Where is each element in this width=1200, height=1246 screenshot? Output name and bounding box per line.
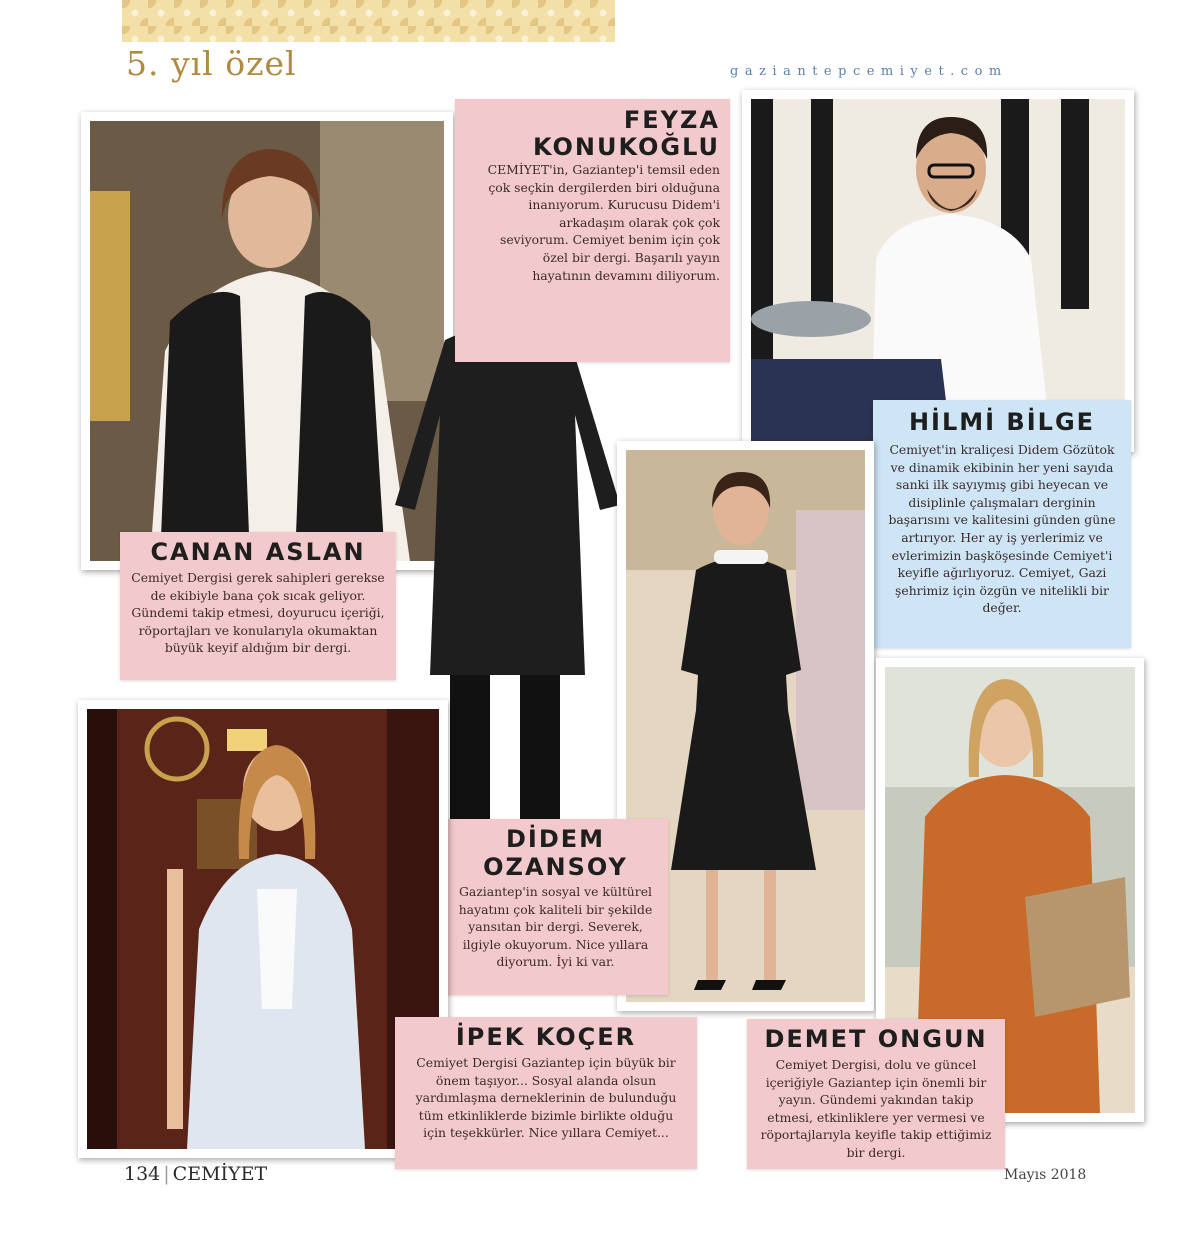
- quote-feyza-konukoglu: CEMİYET'in, Gaziantep'i temsil eden çok seçkin dergilerden biri olduğuna inanıyorum. Kurucusu Didem'i arkadaşım olarak çok çok seviyorum. Cemiyet benim için çok özel bir dergi. Başarılı yayın hayatının devamını diliyorum.: [487, 162, 720, 283]
- section-label: 5. yıl özel: [126, 44, 297, 83]
- name-didem-ozansoy: DİDEM OZANSOY: [483, 825, 628, 881]
- name-canan-aslan: CANAN ASLAN: [150, 538, 366, 566]
- footer-separator: |: [163, 1163, 170, 1185]
- magazine-name: CEMİYET: [172, 1163, 268, 1185]
- card-canan-aslan: [120, 532, 396, 680]
- quote-hilmi-bilge: Cemiyet'in kraliçesi Didem Gözütok ve dinamik ekibinin her yeni sayıda sanki ilk sayıymış gibi heyecan ve disiplinle çalışmaları derginin başarısını ve kalitesini günden güne artırıyor. Her ay iş yerlerimiz ve evlerimizin başköşesinde Cemiyet'i keyifle ağırlıyoruz. Cemiyet, Gazi şehrimiz için özgün ve nitelikli bir değer.: [888, 442, 1116, 616]
- photo-hilmi-bilge: [742, 90, 1134, 452]
- hilmi-figure: [751, 99, 1125, 443]
- card-demet-ongun: [747, 1019, 1005, 1169]
- issue-date: Mayıs 2018: [1004, 1167, 1087, 1183]
- name-hilmi-bilge: HİLMİ BİLGE: [908, 408, 1096, 436]
- page-number: 134: [124, 1163, 161, 1185]
- name-feyza-konukoglu: FEYZA KONUKOĞLU: [532, 106, 720, 161]
- card-hilmi-bilge: [873, 400, 1131, 648]
- header-pattern: [122, 0, 615, 42]
- name-ipek-kocer: İPEK KOÇER: [455, 1023, 637, 1051]
- ipek-figure: [87, 709, 439, 1149]
- site-url: gaziantepcemiyet.com: [730, 64, 1008, 79]
- quote-demet-ongun: Cemiyet Dergisi, dolu ve güncel içeriğiyle Gaziantep için önemli bir yayın. Gündemi yakından takip etmesi, etkinliklere yer vermesi ve röportajlarıyla keyifle takip ettiğimiz bir dergi.: [760, 1057, 992, 1160]
- footer-page-label: [124, 1163, 267, 1185]
- card-feyza-konukoglu: [455, 99, 730, 362]
- quote-didem-ozansoy: Gaziantep'in sosyal ve kültürel hayatını çok kaliteli bir şekilde yansıtan bir dergi. Severek, ilgiyle okuyorum. Nice yıllara diyorum. İyi ki var.: [458, 884, 653, 970]
- quote-canan-aslan: Cemiyet Dergisi gerek sahipleri gerekse de ekibiyle bana çok sıcak geliyor. Gündemi takip etmesi, doyurucu içeriği, röportajları ve konularıyla okumaktan büyük keyif aldığım bir dergi.: [131, 570, 385, 656]
- name-demet-ongun: DEMET ONGUN: [764, 1025, 988, 1053]
- card-ipek-kocer: [395, 1017, 697, 1169]
- quote-ipek-kocer: Cemiyet Dergisi Gaziantep için büyük bir önem taşıyor... Sosyal alanda olsun yardımlaşma derneklerinin de bulunduğu tüm etkinliklerde bizimle birlikte olduğu için teşekkürler. Nice yıllara Cemiyet...: [415, 1055, 677, 1141]
- photo-ipek-kocer: [78, 700, 448, 1158]
- card-didem-ozansoy: [443, 819, 668, 995]
